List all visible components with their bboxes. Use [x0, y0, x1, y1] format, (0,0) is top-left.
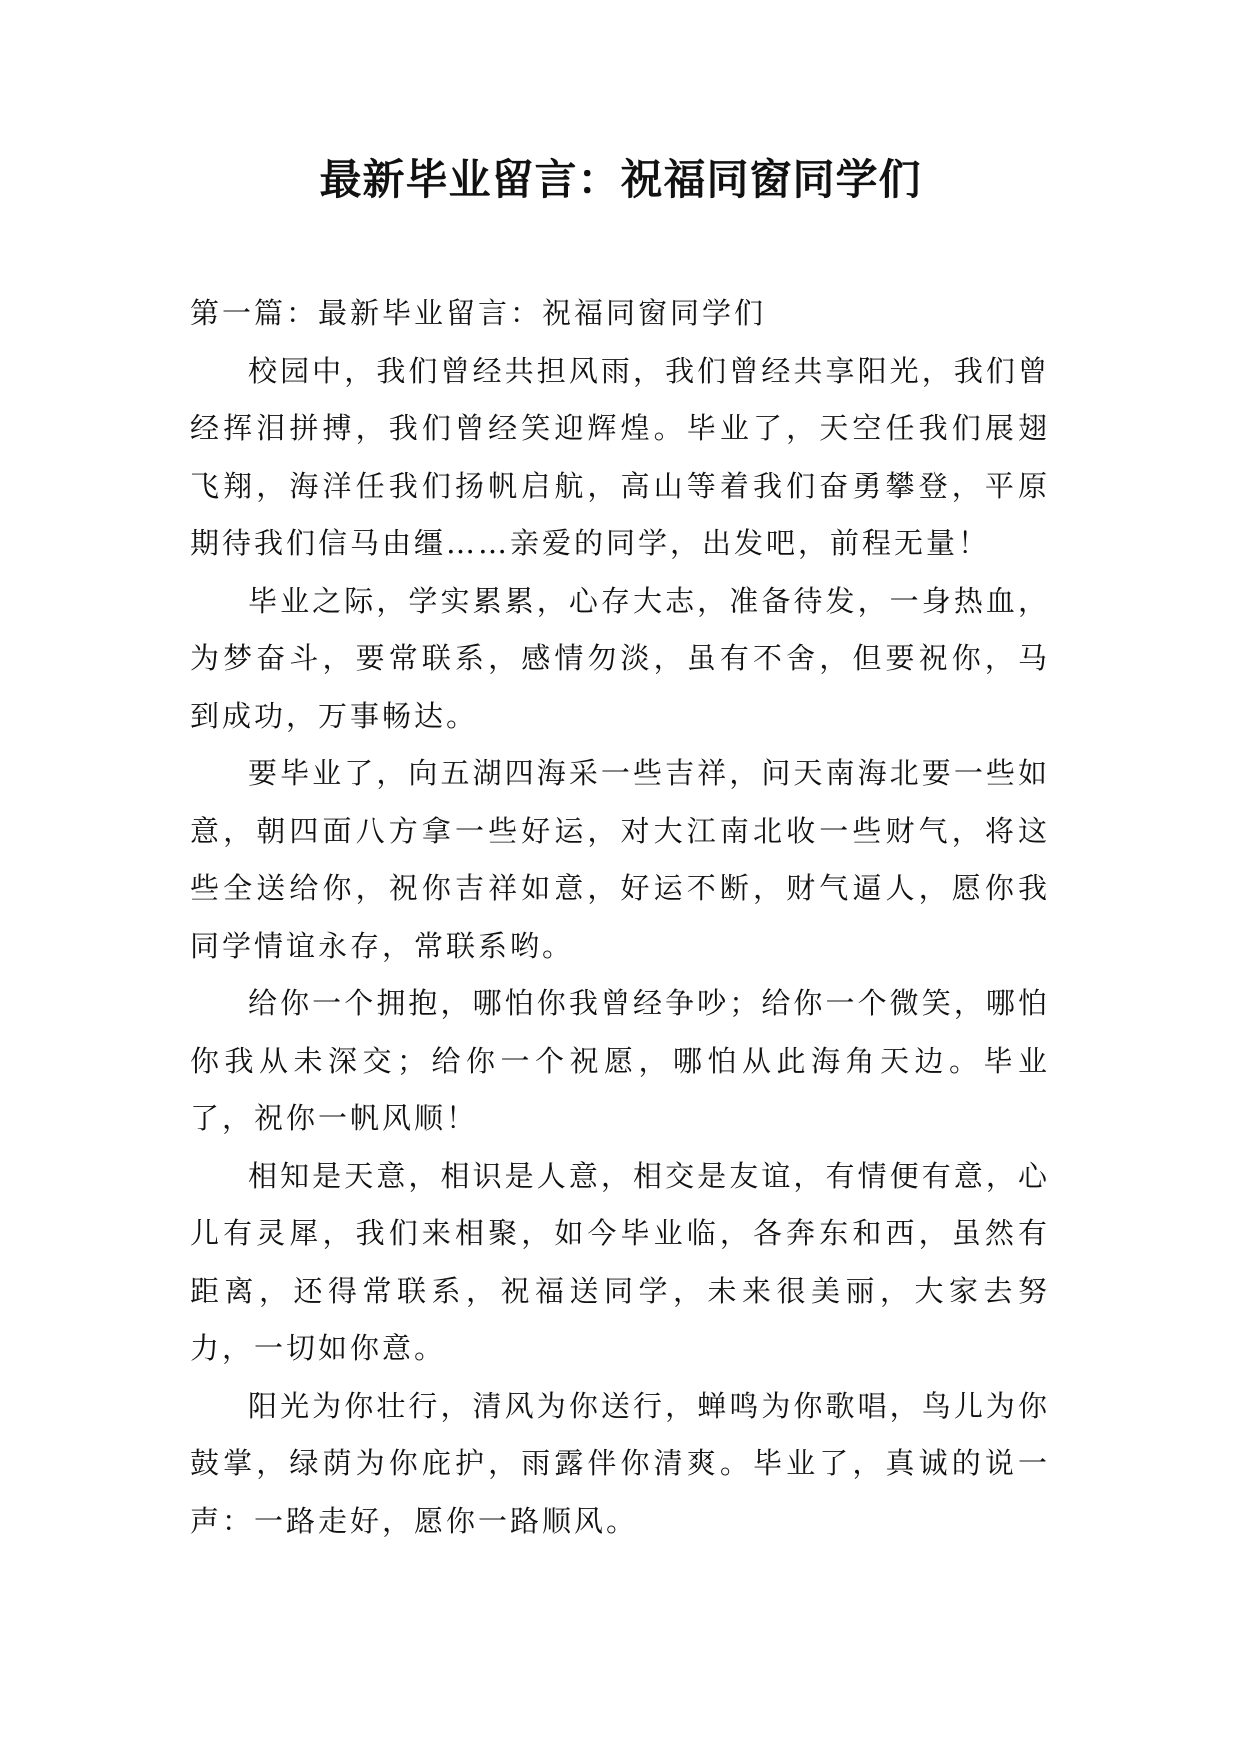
paragraph-6: 阳光为你壮行，清风为你送行，蝉鸣为你歌唱，鸟儿为你鼓掌，绿荫为你庇护，雨露伴你清爽。毕业了，真诚的说一声：一路走好，愿你一路顺风。 — [190, 1388, 1050, 1538]
paragraph-1: 校园中，我们曾经共担风雨，我们曾经共享阳光，我们曾经挥泪拼搏，我们曾经笑迎辉煌。毕业了，天空任我们展翅飞翔，海洋任我们扬帆启航，高山等着我们奋勇攀登，平原期待我们信马由缰……亲爱的同学，出发吧，前程无量！ — [190, 353, 1050, 560]
paragraph-3: 要毕业了，向五湖四海采一些吉祥，问天南海北要一些如意，朝四面八方拿一些好运，对大江南北收一些财气，将这些全送给你，祝你吉祥如意，好运不断，财气逼人，愿你我同学情谊永存，常联系哟。 — [190, 756, 1050, 963]
section-heading: 第一篇：最新毕业留言：祝福同窗同学们 — [190, 296, 767, 330]
paragraph-2: 毕业之际，学实累累，心存大志，准备待发，一身热血，为梦奋斗，要常联系，感情勿淡，虽有不舍，但要祝你，马到成功，万事畅达。 — [190, 583, 1050, 733]
document-body — [190, 285, 1050, 1550]
document-title: 最新毕业留言：祝福同窗同学们 — [319, 155, 922, 204]
paragraph-5: 相知是天意，相识是人意，相交是友谊，有情便有意，心儿有灵犀，我们来相聚，如今毕业临，各奔东和西，虽然有距离，还得常联系，祝福送同学，未来很美丽，大家去努力，一切如你意。 — [190, 1158, 1050, 1365]
paragraph-4: 给你一个拥抱，哪怕你我曾经争吵；给你一个微笑，哪怕你我从未深交；给你一个祝愿，哪怕从此海角天边。毕业了，祝你一帆风顺！ — [190, 986, 1050, 1135]
